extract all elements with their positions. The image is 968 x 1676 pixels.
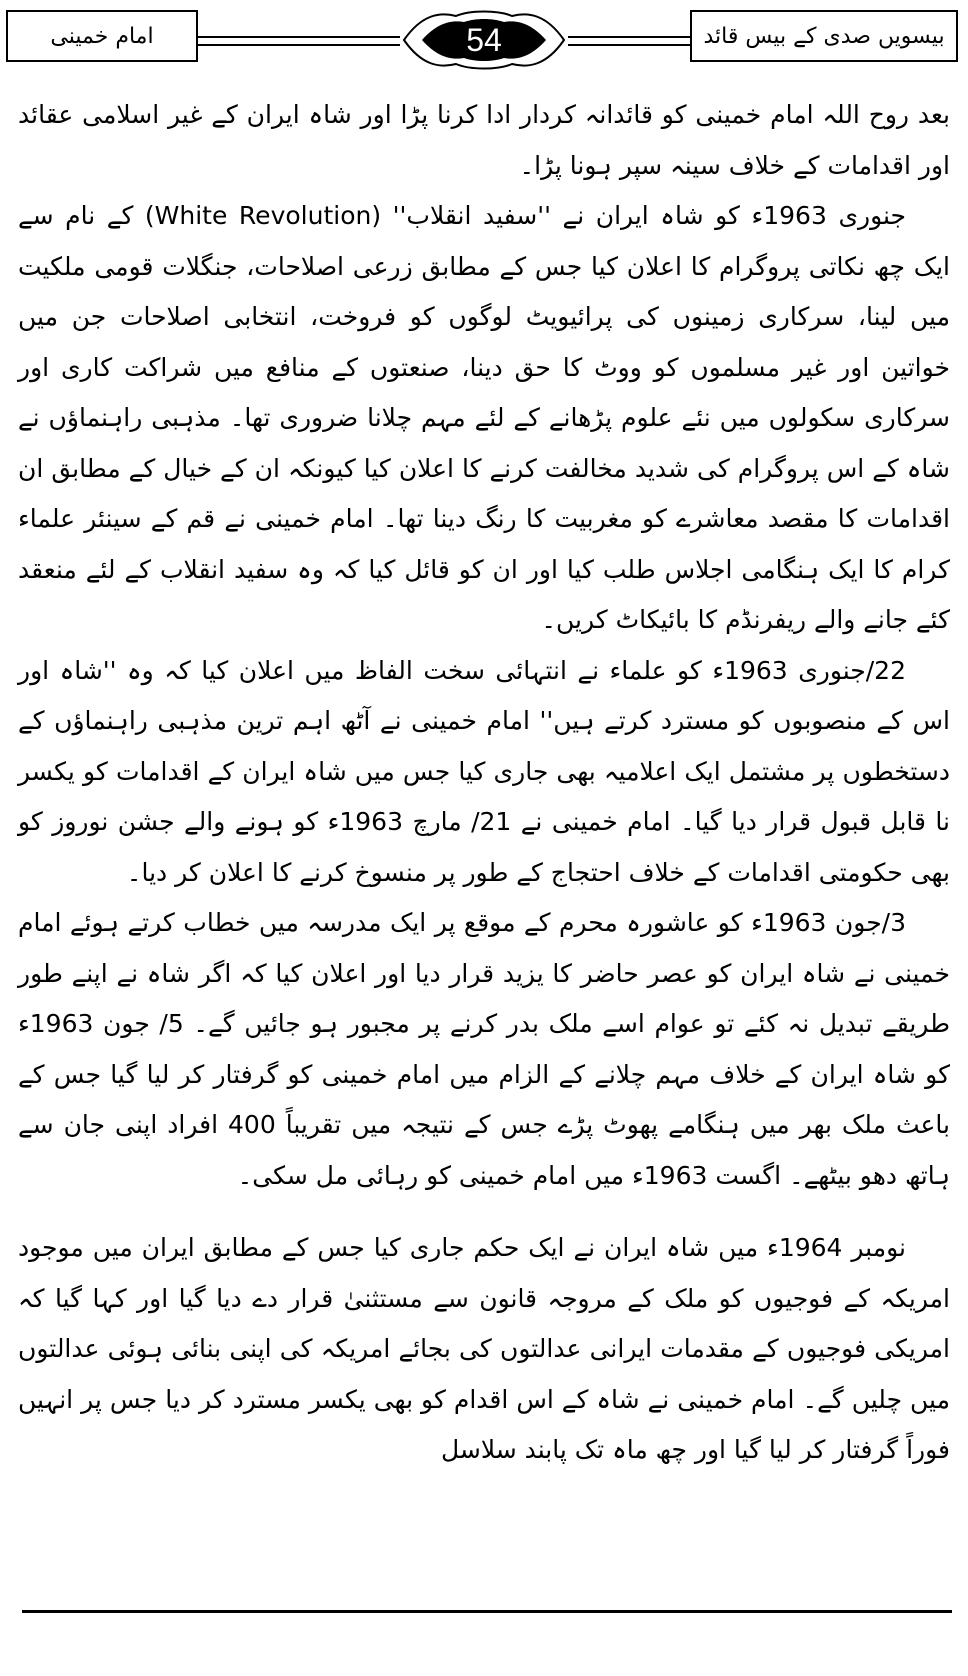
paragraph-4: 3/جون 1963ء کو عاشورہ محرم کے موقع پر ایک مدرسہ میں خطاب کرتے ہوئے امام خمینی نے شاہ ایران کو عصر حاضر کا یزید قرار دیا اور اعلان کیا کہ اگر شاہ نے اپنے طور طریقے تبدیل نہ کئے تو عوام اسے ملک بدر کرنے پر مجبور ہو جائیں گے۔ 5/ جون 1963ء کو شاہ ایران کے خلاف مہم چلانے کے الزام میں امام خمینی کو گرفتار کر لیا گیا جس کے باعث ملک بھر میں ہنگامے پھوٹ پڑے جس کے نتیجہ میں تقریباً 400 افراد اپنی جان سے ہاتھ دھو بیٹھے۔ اگست 1963ء میں امام خمینی کو رہائی مل سکی۔: [18, 908, 950, 1190]
page-header: [0, 0, 968, 88]
chapter-title-box: [6, 10, 198, 62]
header-rule-right-top: [568, 36, 690, 38]
book-title: بیسویں صدی کے بیس قائد: [703, 23, 945, 49]
header-rule-left-bottom: [198, 44, 400, 46]
page-number-badge: [400, 8, 568, 72]
paragraph-2: جنوری 1963ء کو شاہ ایران نے ''سفید انقلاب'' (White Revolution) کے نام سے ایک چھ نکاتی پروگرام کا اعلان کیا جس کے مطابق زرعی اصلاحات، جنگلات قومی ملکیت میں لینا، سرکاری زمینوں کی پرائیویٹ لوگوں کو فروخت، انتخابی اصلاحات جن میں خواتین اور غیر مسلموں کو ووٹ کا حق دینا، صنعتوں کے منافع میں شراکت کاری اور سرکاری سکولوں میں نئے علوم پڑھانے کے لئے مہم چلانا ضروری تھا۔ مذہبی راہنماؤں نے شاہ کے اس پروگرام کی شدید مخالفت کرنے کا اعلان کیا کیونکہ ان کے خیال کے مطابق ان اقدامات کا مقصد معاشرے کو مغربیت کا رنگ دینا تھا۔ امام خمینی نے قم کے سینئر علماء کرام کا ایک ہنگامی اجلاس طلب کیا اور ان کو قائل کیا کہ وہ سفید انقلاب کے لئے منعقد کئے جانے والے ریفرنڈم کا بائیکاٹ کریں۔: [18, 201, 950, 634]
footer-rule: [22, 1610, 952, 1613]
paragraph-1: بعد روح اللہ امام خمینی کو قائدانہ کردار ادا کرنا پڑا اور شاہ ایران کے غیر اسلامی عقائد اور اقدامات کے خلاف سینہ سپر ہونا پڑا۔: [18, 100, 950, 180]
body-text: [18, 90, 950, 1476]
paragraph-3: 22/جنوری 1963ء کو علماء نے انتہائی سخت الفاظ میں اعلان کیا کہ وہ ''شاہ اور اس کے منصوبوں کو مسترد کرتے ہیں'' امام خمینی نے آٹھ اہم ترین مذہبی راہنماؤں کے دستخطوں پر مشتمل ایک اعلامیہ بھی جاری کیا جس میں شاہ ایران کے اقدامات کو یکسر نا قابل قبول قرار دیا گیا۔ امام خمینی نے 21/ مارچ 1963ء کو ہونے والے جشن نوروز کو بھی حکومتی اقدامات کے خلاف احتجاج کے طور پر منسوخ کرنے کا اعلان کر دیا۔: [18, 655, 950, 887]
page-number: 54: [466, 21, 502, 58]
header-rule-right-bottom: [568, 44, 690, 46]
header-rule-left-top: [198, 36, 400, 38]
book-title-box: [690, 10, 958, 62]
chapter-title: امام خمینی: [50, 23, 154, 49]
paragraph-5: نومبر 1964ء میں شاہ ایران نے ایک حکم جاری کیا جس کے مطابق ایران میں موجود امریکہ کے فوجیوں کو ملک کے مروجہ قانون سے مستثنیٰ قرار دے دیا گیا اور کہا گیا کہ امریکی فوجیوں کے مقدمات ایرانی عدالتوں کی بجائے امریکہ کی اپنی بنائی ہوئی عدالتوں میں چلیں گے۔ امام خمینی نے شاہ کے اس اقدام کو بھی یکسر مسترد کر دیا جس پر انہیں فوراً گرفتار کر لیا گیا اور چھ ماہ تک پابند سلاسل: [18, 1233, 950, 1464]
